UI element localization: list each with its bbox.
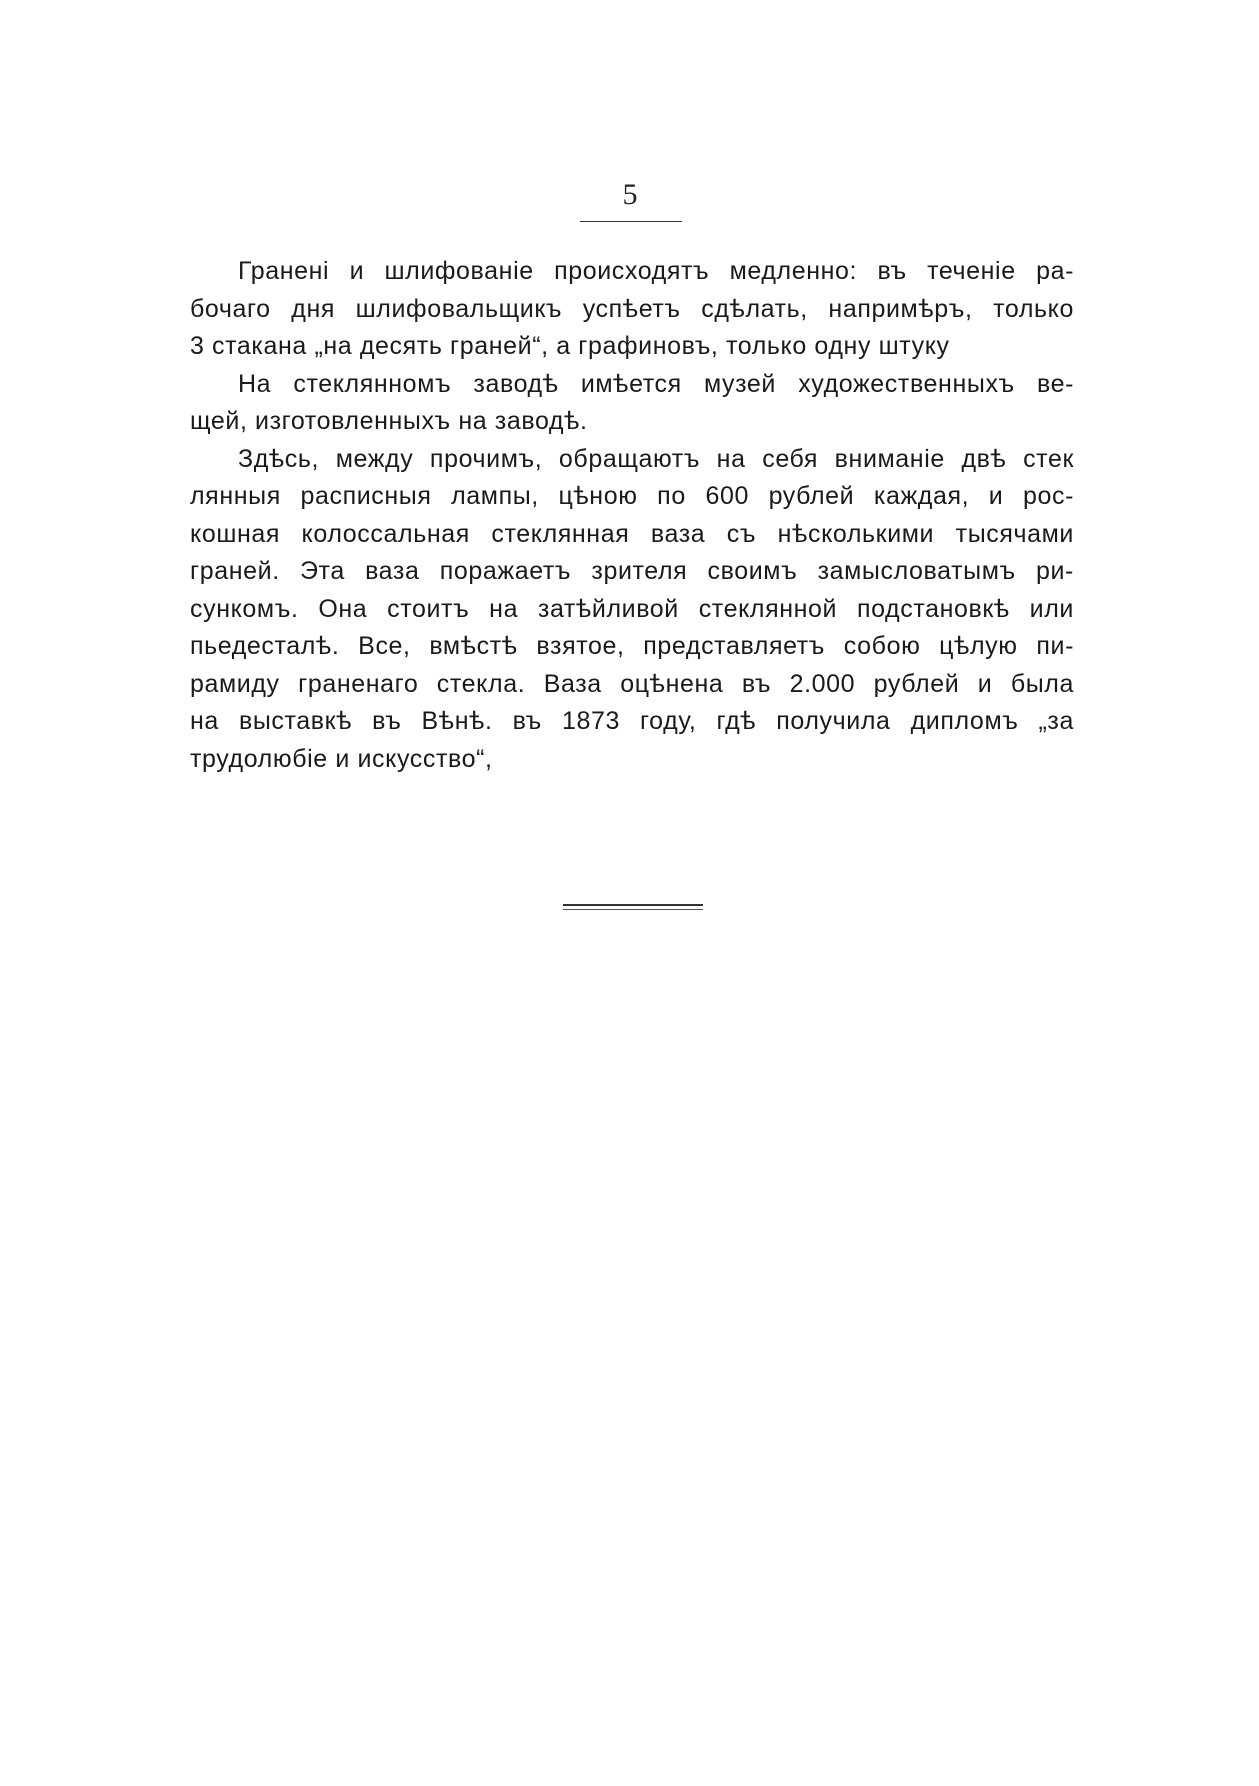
- text-line: пьедесталѣ. Все, вмѣстѣ взятое, представляетъ собою цѣлую пи-: [190, 632, 1074, 660]
- text-line: бочаго дня шлифовальщикъ успѣетъ сдѣлать, напримѣръ, только: [190, 294, 1074, 323]
- text-line: 3 стакана „на десять граней“, а графиновъ, только одну штуку: [190, 332, 950, 360]
- end-ornament-rule: [563, 904, 703, 910]
- page-number-rule: [580, 221, 682, 222]
- text-line: трудолюбіе и искусство“,: [190, 744, 493, 773]
- text-line: лянныя расписныя лампы, цѣною по 600 рублей каждая, и рос-: [190, 482, 1074, 510]
- text-line: кошная колоссальная стеклянная ваза съ нѣсколькими тысячами: [190, 519, 1074, 548]
- body-text: [190, 253, 1074, 778]
- text-line: на выставкѣ въ Вѣнѣ. въ 1873 году, гдѣ получила дипломъ „за: [190, 707, 1074, 735]
- text-line: Здѣсь, между прочимъ, обращаютъ на себя вниманіе двѣ стек: [238, 444, 1074, 473]
- text-line: рамиду граненаго стекла. Ваза оцѣнена въ 2.000 рублей и была: [190, 669, 1074, 698]
- page-number: 5: [622, 178, 638, 211]
- text-line: щей, изготовленныхъ на заводѣ.: [190, 407, 588, 435]
- text-line: Гранені и шлифованіе происходятъ медленно: въ теченіе ра-: [238, 257, 1074, 285]
- text-line: На стеклянномъ заводѣ имѣется музей художественныхъ ве-: [238, 369, 1074, 398]
- text-line: сункомъ. Она стоитъ на затѣйливой стеклянной подстановкѣ или: [190, 594, 1074, 623]
- text-line: граней. Эта ваза поражаетъ зрителя своимъ замысловатымъ ри-: [190, 557, 1074, 585]
